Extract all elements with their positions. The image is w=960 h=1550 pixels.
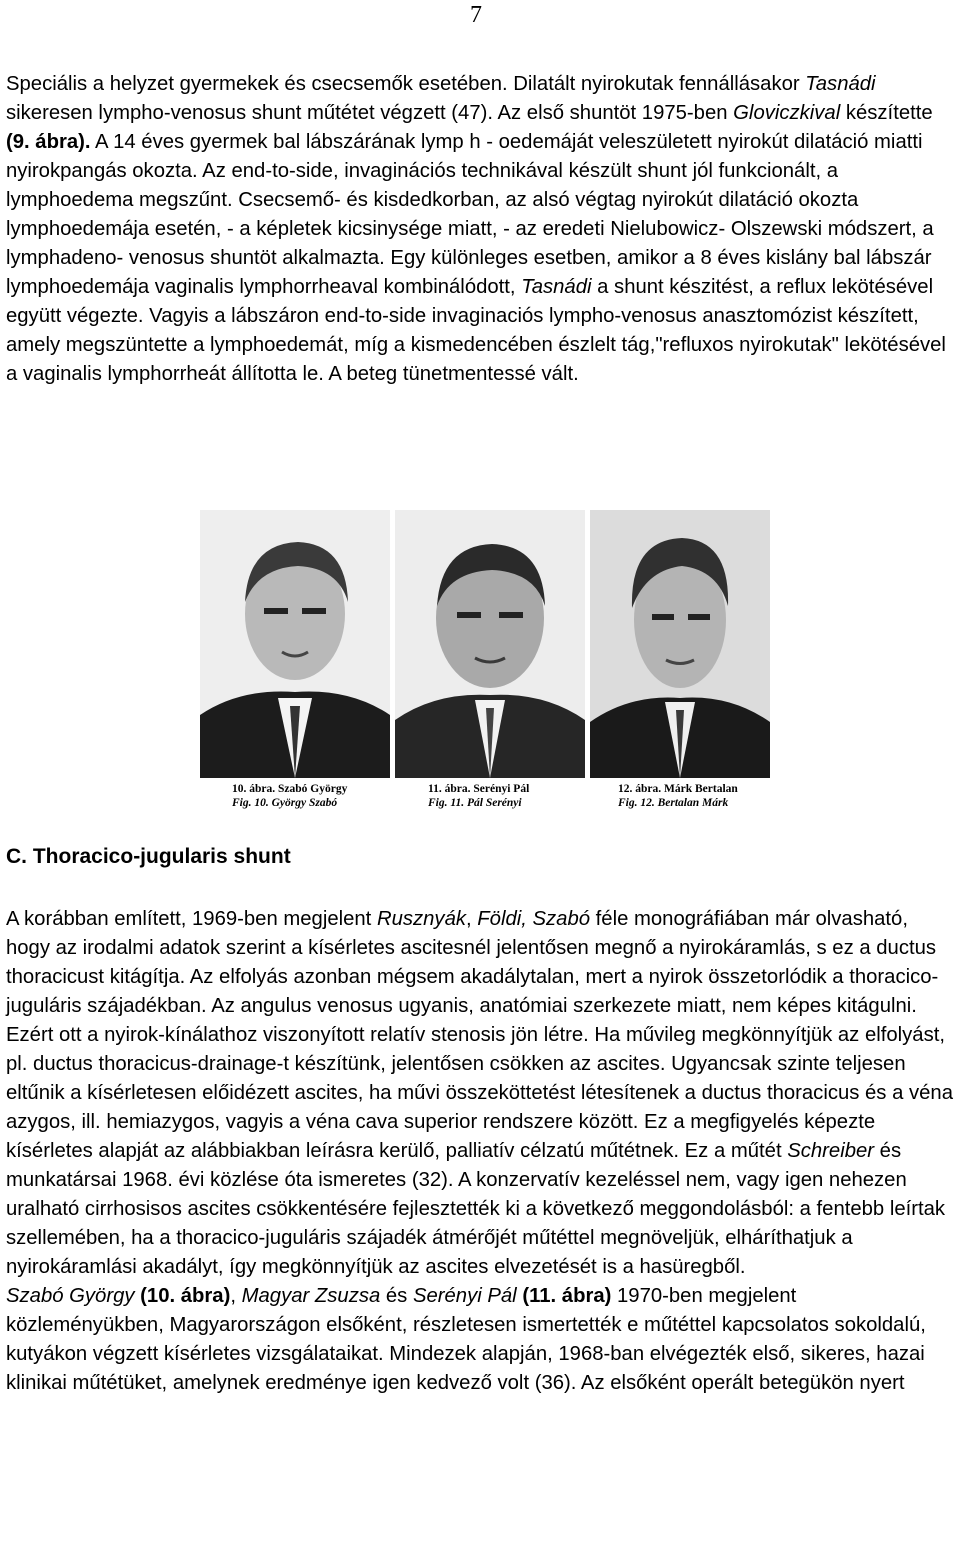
text-span: készítette (840, 102, 933, 124)
text-span: féle monográfiában már olvasható, hogy az irodalmi adatok szerint a kísérletes ascitesnél jelentősen megnő a nyirokáramlás, s ez a ductus thoracicust kitágítja. Az elfolyás azonban mégsem akadálytalan, mert a nyirok összetorlódik a thoracico-juguláris szájadékban. Az angulus venosus ugyanis, anatómiai szerkezete miatt, nem képes kitágulni. Ezért ott a nyirok-kínálathoz viszonyított relatív stenosis jön létre. Ha művileg megkönnyítjük az elfolyást, pl. ductus thoracicus-drainage-t készítünk, jelentősen csökken az ascites. Ugyancsak szinte teljesen eltűnik a kísérletesen előidézett ascites, ha művi összeköttetést létesítenek a ductus thoracicus és a véna azygos, ill. hemiazygos, vagyis a véna cava superior rendszere között. Ez a megfigyelés képezte kísérletes alapját az alábbiakban leírásra kerülő, palliatív célzatú műtétnek. Ez a műtét (6, 908, 953, 1162)
caption-english: Fig. 11. Pál Serényi (428, 797, 522, 809)
author-name: Magyar Zsuzsa (241, 1285, 381, 1307)
portrait-photos (200, 510, 770, 778)
caption-hungarian: 12. ábra. Márk Bertalan (618, 783, 738, 795)
author-name: Tasnádi (805, 73, 876, 95)
caption-english: Fig. 12. Bertalan Márk (618, 797, 729, 809)
figure-caption-11 (428, 782, 529, 810)
author-name: Rusznyák (376, 908, 466, 930)
section-heading: C. Thoracico-jugularis shunt (6, 845, 291, 868)
text-span: és (380, 1285, 413, 1307)
author-name: Szabó György (6, 1285, 135, 1307)
figure-reference: (11. ábra) (522, 1285, 612, 1307)
author-name: Schreiber (787, 1140, 875, 1162)
text-span: A korábban említett, 1969-ben megjelent (6, 908, 377, 930)
paragraph-tasnadi-shunt (6, 70, 956, 389)
caption-hungarian: 11. ábra. Serényi Pál (428, 783, 530, 795)
caption-hungarian: 10. ábra. Szabó György (232, 783, 348, 795)
figure-reference: (10. ábra) (140, 1285, 231, 1307)
text-span: , (230, 1285, 242, 1307)
text-span: A 14 éves gyermek bal lábszárának lymp h - oedemáját veleszületett nyirokút dilatáció miatti nyirokpangás okozta. Az end-to-side, invaginációs technikával készült shunt jól funkcionált, a lymphoedema megszűnt. Csecsemő- és kisdedkorban, az alsó végtag nyirokút dilatáció okozta lymphoedemája esetén, - a képletek kicsinysége miatt, - az eredeti Nielubowicz- Olszewski módszert, a lymphadeno- venosus shuntöt alkalmazta. Egy különleges esetben, amikor a 8 éves kislány bal lábszár lymphoedemája vaginalis lymphorrheaval kombinálódott, (6, 131, 934, 298)
caption-english: Fig. 10. György Szabó (232, 797, 338, 809)
author-name: Serényi Pál (412, 1285, 517, 1307)
figure-reference: (9. ábra). (6, 131, 91, 153)
page-number: 7 (470, 2, 482, 28)
paragraph-thoracico-jugularis (6, 905, 956, 1398)
text-span: a shunt készitést, a reflux lekötésével együtt végezte. Vagyis a lábszáron end-to-side invaginaciós lympho-venosus anasztomózist készített, amely megszüntette a lymphoedemát, míg a kismedencében észlelt tág,"refluxos nyirokutak" lekötésével a vaginalis lymphorrheát állította le. A beteg tünetmentessé vált. (6, 276, 946, 385)
text-span: Speciális a helyzet gyermekek és csecsemők esetében. Dilatált nyirokutak fennállásakor (6, 73, 806, 95)
figure-caption-12 (618, 782, 738, 810)
author-name: Földi, Szabó (477, 908, 591, 930)
text-span: és munkatársai 1968. évi közlése óta ismeretes (32). A konzervatív kezeléssel nem, vagy igen nehezen uralható cirrhosisos ascites csökkentésére fejlesztették ki a következő meggondolásból: a fentebb leírtak szellemében, ha a thoracico-juguláris szájadék átmérőjét műtéttel megnöveljük, elháríthatjuk a nyirokáramlási akadályt, így megkönnyítjük az ascites elvezetését is a hasüregből. (6, 1140, 946, 1278)
text-span: , (466, 908, 478, 930)
author-name: Gloviczkival (733, 102, 841, 124)
portrait-szabo-gyorgy (200, 510, 390, 778)
portrait-serenyi-pal (395, 510, 585, 778)
figure-caption-10 (232, 782, 347, 810)
portrait-mark-bertalan (590, 510, 770, 778)
text-span: sikeresen lympho-venosus shunt műtétet végzett (47). Az első shuntöt 1975-ben (6, 102, 734, 124)
text-span: 1970-ben megjelent közleményükben, Magyarországon elsőként, részletesen ismertették e műtéttel kapcsolatos sokoldalú, kutyákon végzett kísérletes vizsgálataikat. Mindezek alapján, 1968-ban elvégezték első, sikeres, hazai klinikai műtétüket, amelynek eredménye igen kedvező volt (36). Az elsőként operált betegükön nyert (6, 1285, 926, 1394)
author-name: Tasnádi (521, 276, 592, 298)
